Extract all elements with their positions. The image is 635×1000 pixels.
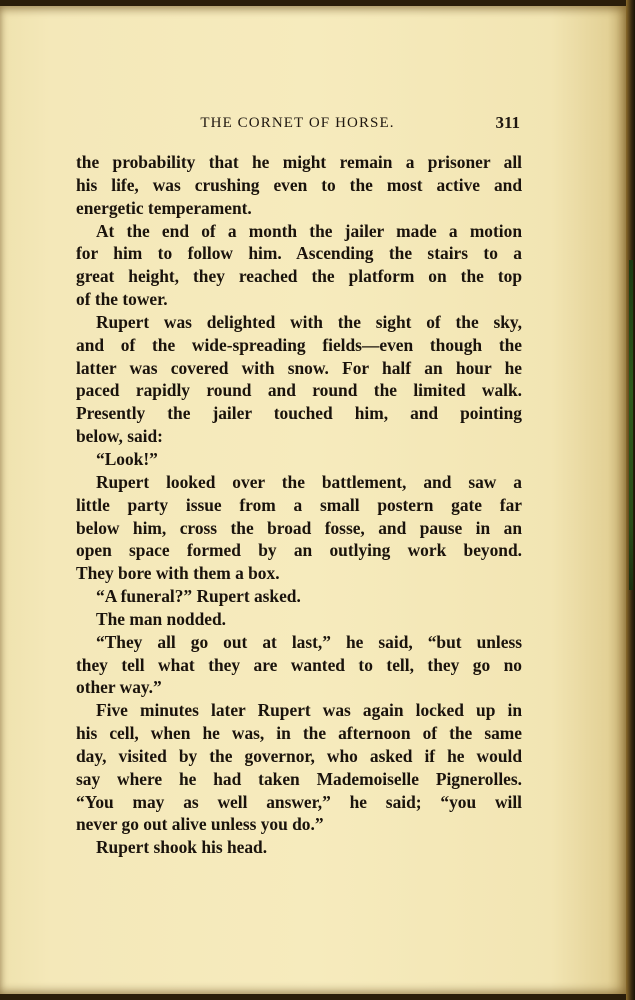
text-line: Presently the jailer touched him, and pointing (76, 403, 522, 424)
text-line: energetic temperament. (76, 197, 252, 218)
text-line: other way.” (76, 677, 162, 698)
text-line: little party issue from a small postern gate far (76, 494, 522, 515)
text-line: the probability that he might remain a prisoner all (76, 152, 522, 172)
text-line: below him, cross the broad fosse, and pause in an (76, 517, 522, 538)
page-header (75, 113, 520, 137)
text-line: below, said: (76, 426, 163, 447)
text-line: never go out alive unless you do.” (76, 814, 324, 835)
text-line: Rupert looked over the battlement, and saw a (96, 471, 522, 492)
text-line: they tell what they are wanted to tell, they go no (76, 654, 522, 675)
text-line: his cell, when he was, in the afternoon of the same (76, 723, 522, 744)
text-line: for him to follow him. Ascending the stairs to a (76, 243, 522, 264)
text-line: “You may as well answer,” he said; “you will (76, 791, 522, 812)
text-line: day, visited by the governor, who asked if he would (76, 745, 522, 766)
text-line: and of the wide-spreading fields—even though the (76, 334, 522, 355)
text-line: “Look!” (96, 448, 158, 469)
text-line: They bore with them a box. (76, 563, 280, 584)
text-line: paced rapidly round and round the limited walk. (76, 380, 522, 401)
text-line: The man nodded. (96, 608, 226, 629)
text-line: Five minutes later Rupert was again locked up in (96, 700, 522, 721)
page-number: 311 (495, 113, 520, 132)
body-text (76, 151, 522, 859)
text-line: Rupert was delighted with the sight of the sky, (96, 311, 522, 332)
text-line: “A funeral?” Rupert asked. (96, 586, 301, 607)
binding-strip (629, 260, 633, 590)
text-line: open space formed by an outlying work beyond. (76, 540, 522, 561)
running-title: THE CORNET OF HORSE. (200, 115, 395, 131)
text-line: say where he had taken Mademoiselle Pignerolles. (76, 768, 522, 789)
book-page (0, 6, 626, 994)
text-line: his life, was crushing even to the most active and (76, 174, 522, 195)
text-line: latter was covered with snow. For half an hour he (76, 357, 522, 378)
text-line: great height, they reached the platform on the top (76, 266, 522, 287)
text-line: Rupert shook his head. (96, 837, 268, 858)
text-line: of the tower. (76, 289, 168, 310)
text-line: “They all go out at last,” he said, “but unless (96, 631, 522, 652)
text-line: At the end of a month the jailer made a motion (96, 220, 522, 241)
